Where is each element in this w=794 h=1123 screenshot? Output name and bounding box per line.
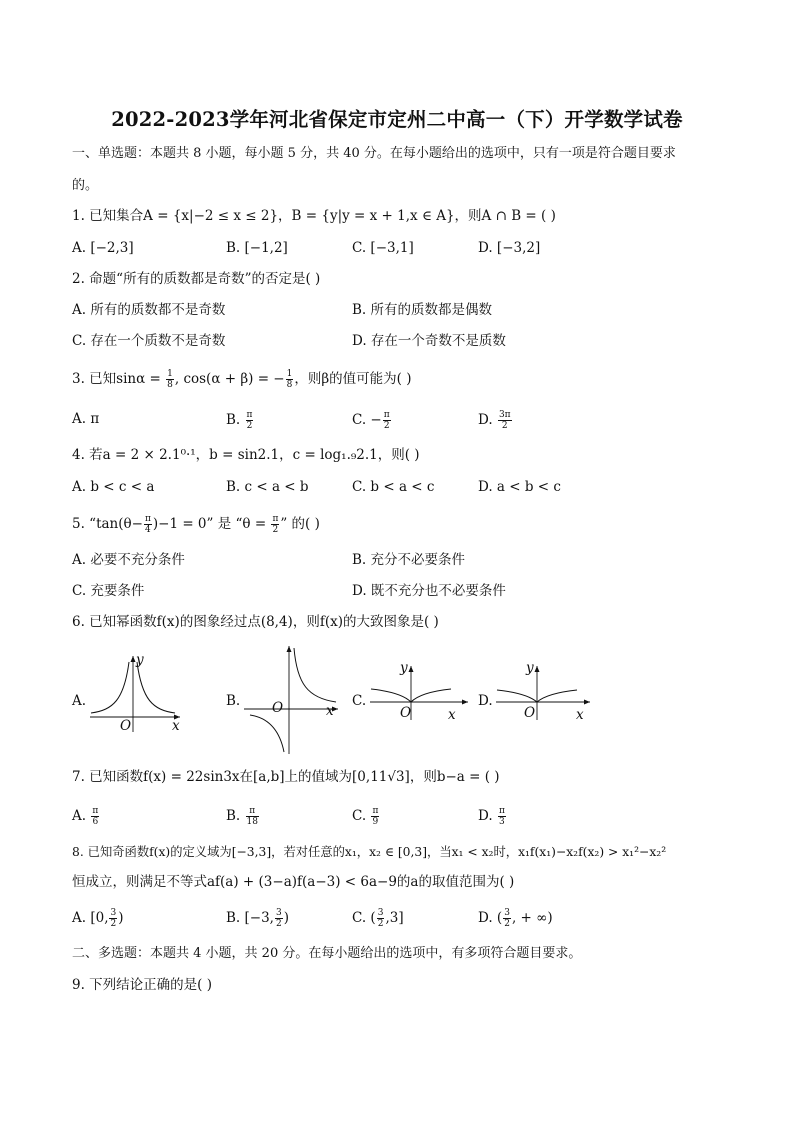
q5-fraction-1-num: π <box>144 514 151 524</box>
q3-fraction-1-den: 8 <box>167 380 173 390</box>
q7-option-a-num: π <box>92 806 99 816</box>
q3-fraction-2 <box>286 369 294 390</box>
q4-option-b: B. c < a < b <box>226 479 309 495</box>
q3-option-b-num: π <box>246 410 253 420</box>
question-8-stem-line-2: 恒成立，则满足不等式af(a) + (3−a)f(a−3) < 6a−9的a的取值范围为( ) <box>72 874 515 890</box>
q6-graph-c-origin: O <box>400 705 412 721</box>
q1-option-b: B. [−1,2] <box>226 240 288 256</box>
q7-option-b <box>226 806 260 827</box>
q4-option-c: C. b < a < c <box>352 479 435 495</box>
q8-option-c-num: 3 <box>377 908 384 918</box>
q7-option-c <box>352 806 380 827</box>
q5-fraction-2-den: 2 <box>272 525 279 535</box>
q8-option-a-label: A. [0, <box>72 910 109 926</box>
q6-option-c: C. <box>352 693 367 709</box>
q6-graph-b-origin: O <box>272 700 284 716</box>
q8-option-b-den: 2 <box>275 919 282 929</box>
section-1-instructions: 一、单选题：本题共 8 小题，每小题 5 分，共 40 分。在每小题给出的选项中，只有一项是符合题目要求 <box>72 146 676 161</box>
q3-fraction-1 <box>166 369 174 390</box>
q6-graph-d-origin: O <box>524 705 536 721</box>
q6-graph-a-y-label: y <box>136 652 144 668</box>
q8-option-d-fraction <box>503 908 511 929</box>
q6-graph-b <box>242 642 342 756</box>
q6-graph-d-y-label: y <box>526 660 534 676</box>
q3-fraction-2-den: 8 <box>286 380 293 390</box>
q8-option-c-fraction <box>377 908 385 929</box>
q8-option-a-den: 2 <box>110 919 117 929</box>
q2-option-a: A. 所有的质数都不是奇数 <box>72 302 226 318</box>
q7-option-d-den: 3 <box>499 817 505 827</box>
question-3-stem <box>72 369 412 390</box>
q3-fraction-2-num: 1 <box>286 369 293 379</box>
q6-graph-b-x-label: x <box>326 703 334 719</box>
q6-option-d: D. <box>478 693 493 709</box>
q5-stem-part-b: )−1 = 0” 是 “θ = <box>152 516 271 532</box>
q6-graph-c <box>368 662 474 724</box>
question-5-stem <box>72 514 320 535</box>
q7-option-c-num: π <box>372 806 379 816</box>
q3-option-d-fraction <box>498 410 512 431</box>
q8-option-b <box>226 908 289 929</box>
q7-option-d <box>478 806 507 827</box>
q7-option-d-label: D. <box>478 808 493 824</box>
q3-option-d-num: 3π <box>498 410 511 420</box>
q6-graph-d-x-label: x <box>576 707 584 723</box>
q3-option-b <box>226 410 254 431</box>
q8-option-a-fraction <box>109 908 117 929</box>
q5-fraction-2 <box>271 514 279 535</box>
q8-option-c <box>352 908 404 929</box>
q5-stem-part-c: ” 的( ) <box>280 516 320 532</box>
q7-option-b-fraction <box>246 806 259 827</box>
q7-option-b-den: 18 <box>246 817 258 827</box>
q8-option-d-den: 2 <box>504 919 510 929</box>
q8-option-a-num: 3 <box>110 908 117 918</box>
q7-option-c-fraction <box>371 806 379 827</box>
q5-stem-part-a: 5. “tan(θ− <box>72 516 143 532</box>
q8-option-c-tail: ,3] <box>385 910 404 926</box>
question-6-stem: 6. 已知幂函数f(x)的图象经过点(8,4)，则f(x)的大致图象是( ) <box>72 614 439 630</box>
q3-option-d-den: 2 <box>501 421 508 431</box>
q7-option-d-fraction <box>498 806 506 827</box>
q8-option-b-fraction <box>275 908 283 929</box>
q5-fraction-1-den: 4 <box>145 525 151 535</box>
q6-graph-a-x-label: x <box>172 718 180 734</box>
q5-option-c: C. 充要条件 <box>72 583 145 599</box>
q3-option-a: A. π <box>72 411 100 427</box>
q7-option-a-label: A. <box>72 808 87 824</box>
question-4-stem: 4. 若a = 2 × 2.1⁰·¹，b = sin2.1，c = log₁.₉2.1，则( ) <box>72 447 420 463</box>
question-9-stem: 9. 下列结论正确的是( ) <box>72 977 212 993</box>
q3-fraction-1-num: 1 <box>167 369 173 379</box>
q3-option-d <box>478 410 513 431</box>
q6-graph-a-origin: O <box>120 718 132 734</box>
q3-option-c-num: π <box>383 410 390 420</box>
q6-graph-c-x-label: x <box>448 707 456 723</box>
q7-option-a-fraction <box>91 806 99 827</box>
q8-option-b-num: 3 <box>275 908 282 918</box>
q1-option-c: C. [−3,1] <box>352 240 414 256</box>
section-1-instructions-cont: 的。 <box>72 178 99 193</box>
q2-option-d: D. 存在一个奇数不是质数 <box>352 333 506 349</box>
q8-option-d-num: 3 <box>504 908 510 918</box>
q7-option-d-num: π <box>498 806 505 816</box>
q7-option-c-label: C. <box>352 808 367 824</box>
section-2-instructions: 二、多选题：本题共 4 小题，共 20 分。在每小题给出的选项中，有多项符合题目要求。 <box>72 946 582 961</box>
q7-option-c-den: 9 <box>372 817 379 827</box>
q3-option-b-fraction <box>246 410 254 431</box>
q8-option-c-label: C. ( <box>352 910 376 926</box>
q3-stem-part-a: 3. 已知sinα = <box>72 371 166 387</box>
q3-stem-part-b: , cos(α + β) = − <box>174 371 285 387</box>
q7-option-a <box>72 806 100 827</box>
question-8-stem-line-1: 8. 已知奇函数f(x)的定义域为[−3,3]，若对任意的x₁，x₂ ∈ [0,3]，当x₁ < x₂时，x₁f(x₁)−x₂f(x₂) > x₁²−x₂² <box>72 845 667 859</box>
q8-option-d <box>478 908 553 929</box>
page-title: 2022-2023学年河北省保定市定州二中高一（下）开学数学试卷 <box>111 108 683 131</box>
q7-option-b-num: π <box>246 806 259 817</box>
q2-option-c: C. 存在一个质数不是奇数 <box>72 333 226 349</box>
q1-option-d: D. [−3,2] <box>478 240 541 256</box>
q5-fraction-1 <box>144 514 152 535</box>
question-7-stem: 7. 已知函数f(x) = 22sin3x在[a,b]上的值域为[0,11√3]，则b−a = ( ) <box>72 769 500 785</box>
q3-option-c-label: C. − <box>352 412 382 428</box>
q3-stem-part-c: ，则β的值可能为( ) <box>294 371 412 387</box>
q5-option-b: B. 充分不必要条件 <box>352 552 466 568</box>
q8-option-a-tail: ) <box>118 910 124 926</box>
q5-fraction-2-num: π <box>272 514 279 524</box>
q8-option-b-label: B. [−3, <box>226 910 274 926</box>
q8-option-d-label: D. ( <box>478 910 503 926</box>
q3-option-c-den: 2 <box>383 421 390 431</box>
q8-option-b-tail: ) <box>283 910 289 926</box>
q4-option-d: D. a < b < c <box>478 479 561 495</box>
q6-option-a: A. <box>72 693 87 709</box>
q8-option-c-den: 2 <box>377 919 384 929</box>
q3-option-c <box>352 410 392 431</box>
q4-option-a: A. b < c < a <box>72 479 155 495</box>
q2-option-b: B. 所有的质数都是偶数 <box>352 302 493 318</box>
q1-option-a: A. [−2,3] <box>72 240 134 256</box>
q3-option-b-den: 2 <box>246 421 253 431</box>
q8-option-d-tail: , + ∞) <box>511 910 553 926</box>
q7-option-b-label: B. <box>226 808 241 824</box>
q5-option-a: A. 必要不充分条件 <box>72 552 185 568</box>
question-2-stem: 2. 命题“所有的质数都是奇数”的否定是( ) <box>72 271 321 287</box>
q3-option-c-fraction <box>383 410 391 431</box>
q6-option-b: B. <box>226 693 241 709</box>
q7-option-a-den: 6 <box>92 817 99 827</box>
q3-option-d-label: D. <box>478 412 493 428</box>
question-1-stem: 1. 已知集合A = {x|−2 ≤ x ≤ 2}，B = {y|y = x + 1,x ∈ A}，则A ∩ B = ( ) <box>72 208 556 224</box>
q6-graph-c-y-label: y <box>400 660 408 676</box>
q3-option-b-label: B. <box>226 412 241 428</box>
q5-option-d: D. 既不充分也不必要条件 <box>352 583 506 599</box>
q8-option-a <box>72 908 124 929</box>
